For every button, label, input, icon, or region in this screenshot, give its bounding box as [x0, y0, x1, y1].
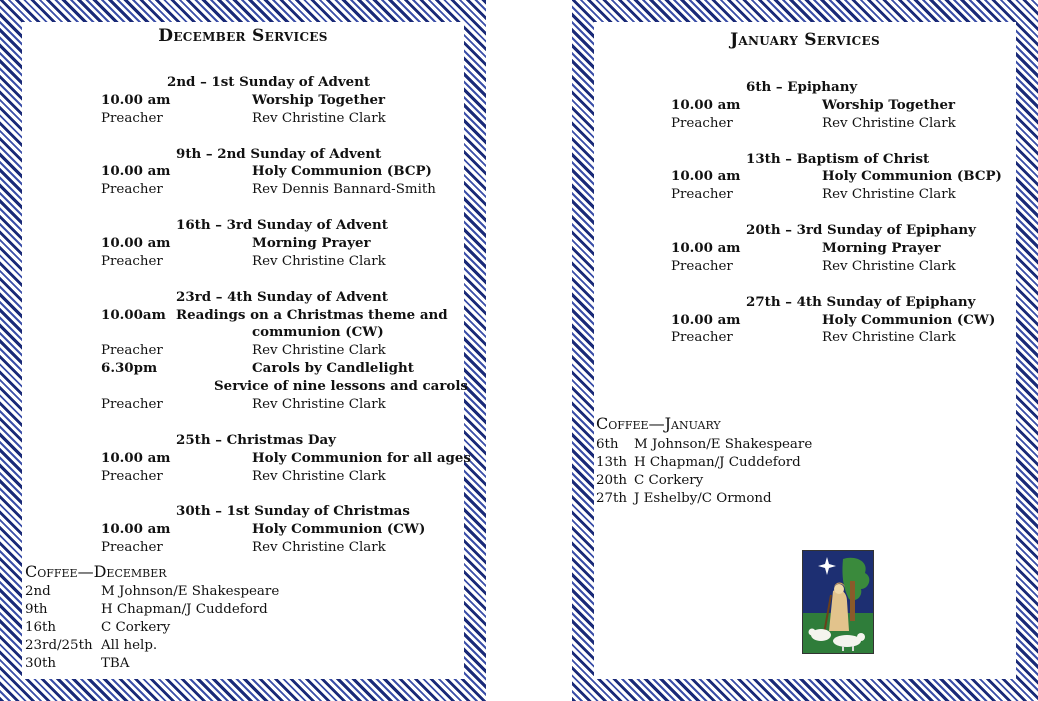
january-content: [594, 22, 1016, 679]
list-item: 27th J Eshelby/C Ormond: [596, 490, 772, 506]
january-services: [671, 79, 1011, 347]
list-item: 16th C Corkery: [25, 619, 171, 635]
list-item: 6th M Johnson/E Shakespeare: [596, 437, 813, 452]
december-page: [0, 0, 486, 701]
service-row: 10.00 am Holy Communion (CW): [671, 311, 996, 328]
preacher-row: Preacher Rev Christine Clark: [101, 343, 386, 359]
service-row: 10.00 am Morning Prayer: [101, 235, 371, 252]
service-heading: 25th – Christmas Day: [176, 431, 336, 448]
service-heading: 23rd – 4th Sunday of Advent: [176, 288, 388, 305]
december-coffee-list: [25, 583, 445, 672]
service-heading: 30th – 1st Sunday of Christmas: [176, 503, 410, 520]
list-item: 30th TBA: [25, 655, 130, 671]
list-item: 2nd M Johnson/E Shakespeare: [25, 584, 280, 599]
january-page: [572, 0, 1038, 701]
december-title: December Services: [158, 26, 328, 46]
service-heading: 16th – 3rd Sunday of Advent: [176, 217, 388, 234]
service-row: 10.00 am Holy Communion (BCP): [101, 163, 432, 180]
list-item: 23rd/25th All help.: [25, 637, 158, 653]
preacher-row: Preacher Rev Christine Clark: [101, 468, 386, 484]
january-title: January Services: [730, 30, 880, 50]
list-item: 13th H Chapman/J Cuddeford: [596, 454, 801, 470]
preacher-row: Preacher Rev Christine Clark: [101, 397, 386, 413]
evening-service-row: 6.30pm Carols by Candlelight: [101, 360, 414, 377]
service-row: 10.00 am Worship Together: [101, 91, 386, 108]
preacher-row: Preacher Rev Christine Clark: [671, 330, 956, 346]
december-coffee-title: Coffee—December: [25, 562, 167, 581]
nativity-shepherd-icon: [802, 550, 874, 654]
service-row: 10.00 am Holy Communion for all ages: [101, 449, 471, 466]
preacher-row: Preacher Rev Christine Clark: [101, 540, 386, 556]
service-row: 10.00 am Holy Communion (CW): [101, 521, 426, 538]
service-heading: 9th – 2nd Sunday of Advent: [176, 145, 382, 162]
preacher-row: Preacher Rev Christine Clark: [101, 110, 386, 126]
nativity-shepherd-icon: [803, 551, 873, 653]
service-heading: 20th – 3rd Sunday of Epiphany: [746, 222, 976, 239]
service-row-continued: communion (CW): [252, 324, 384, 341]
service-heading: 6th – Epiphany: [746, 79, 858, 95]
list-item: 20th C Corkery: [596, 472, 704, 488]
service-row: 10.00am Readings on a Christmas theme and: [101, 306, 448, 323]
service-row: 10.00 am Worship Together: [671, 96, 956, 113]
preacher-row: Preacher Rev Christine Clark: [671, 115, 956, 131]
service-row: 10.00 am Morning Prayer: [671, 240, 941, 257]
january-coffee-title: Coffee—January: [596, 414, 721, 433]
preacher-row: Preacher Rev Dennis Bannard-Smith: [101, 182, 436, 198]
service-heading: 13th – Baptism of Christ: [746, 150, 930, 167]
evening-service-row-continued: Service of nine lessons and carols: [214, 378, 468, 395]
service-heading: 2nd – 1st Sunday of Advent: [167, 74, 371, 90]
december-content: [22, 22, 471, 679]
preacher-row: Preacher Rev Christine Clark: [671, 258, 956, 274]
december-services: [101, 74, 481, 557]
service-row: 10.00 am Holy Communion (BCP): [671, 168, 1002, 185]
preacher-row: Preacher Rev Christine Clark: [101, 253, 386, 269]
service-heading: 27th – 4th Sunday of Epiphany: [746, 293, 976, 310]
list-item: 9th H Chapman/J Cuddeford: [25, 601, 268, 617]
preacher-row: Preacher Rev Christine Clark: [671, 187, 956, 203]
january-coffee-list: [596, 436, 996, 508]
